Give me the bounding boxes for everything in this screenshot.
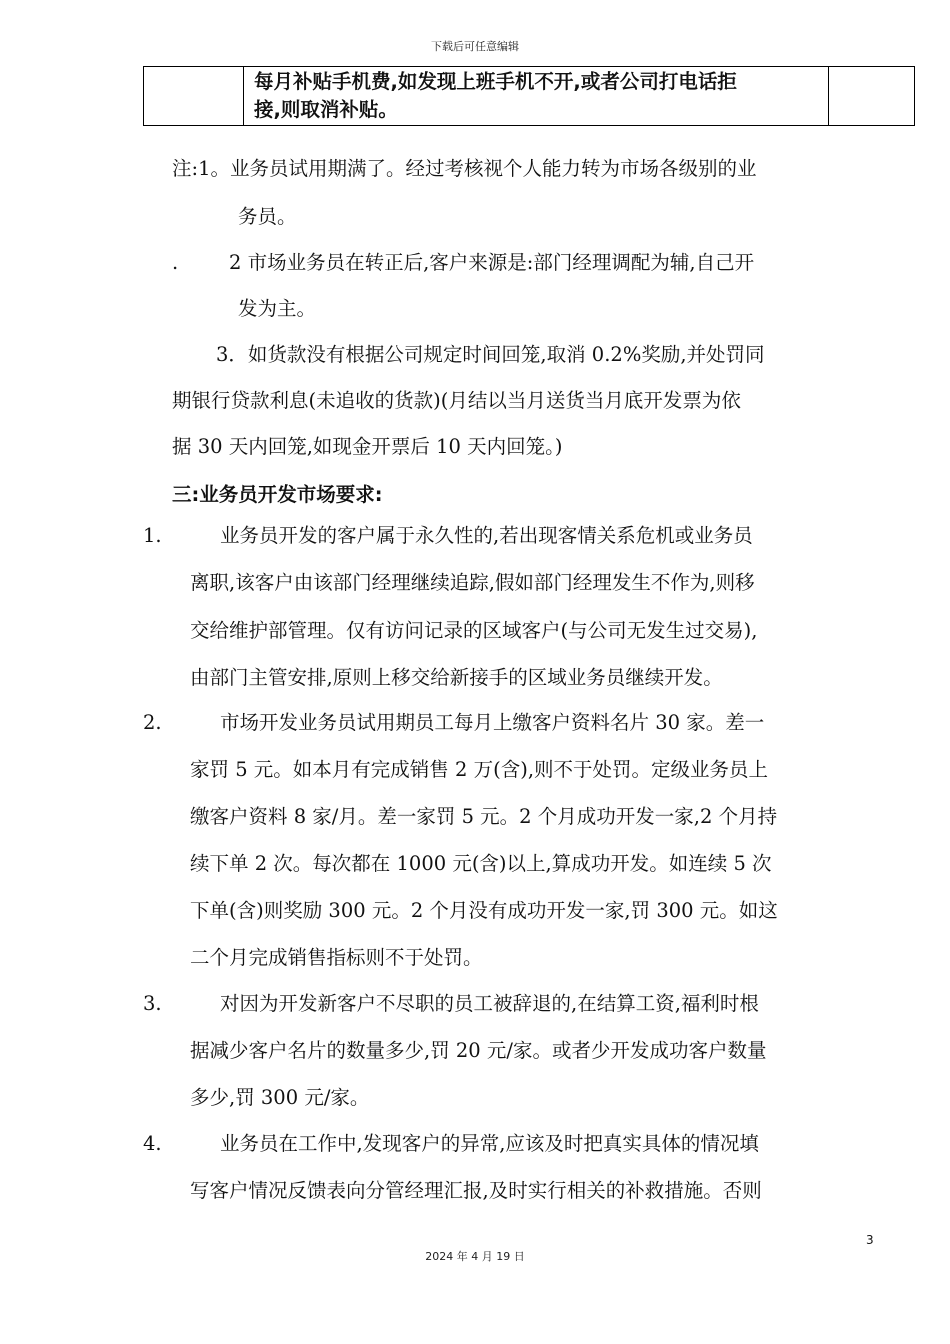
item-4-line-1: 业务员在工作中,发现客户的异常,应该及时把真实具体的情况填 [220, 1132, 759, 1155]
item-1-line-1: 业务员开发的客户属于永久性的,若出现客情关系危机或业务员 [220, 524, 753, 547]
note-3-line-3: 据 30 天内回笼,如现金开票后 10 天内回笼。) [172, 435, 563, 458]
table-text-line-1: 每月补贴手机费,如发现上班手机不开,或者公司打电话拒 [254, 70, 737, 93]
section-heading: 三:业务员开发市场要求: [172, 483, 383, 506]
item-3-line-3: 多少,罚 300 元/家。 [190, 1086, 370, 1109]
item-1-line-3: 交给维护部管理。仅有访问记录的区域客户(与公司无发生过交易), [190, 619, 758, 642]
item-2-number: 2. [143, 711, 162, 734]
note-1-line-2: 务员。 [238, 205, 297, 228]
page-header: 下载后可任意编辑 [431, 40, 519, 53]
note-2-bullet: . [172, 251, 179, 274]
table-cell-empty-right [829, 67, 915, 126]
item-2-line-4: 续下单 2 次。每次都在 1000 元(含)以上,算成功开发。如连续 5 次 [190, 852, 772, 875]
item-4-line-2: 写客户情况反馈表向分管经理汇报,及时实行相关的补救措施。否则 [190, 1179, 762, 1202]
table-cell-text [244, 67, 829, 126]
item-1-line-2: 离职,该客户由该部门经理继续追踪,假如部门经理发生不作为,则移 [190, 571, 755, 594]
note-2-line-2: 发为主。 [238, 297, 317, 320]
page-number: 3 [866, 1233, 874, 1247]
note-1-line-1: 注:1。业务员试用期满了。经过考核视个人能力转为市场各级别的业 [172, 157, 757, 180]
item-2-line-3: 缴客户资料 8 家/月。差一家罚 5 元。2 个月成功开发一家,2 个月持 [190, 805, 778, 828]
table-cell-empty-left [144, 67, 244, 126]
item-1-line-4: 由部门主管安排,原则上移交给新接手的区域业务员继续开发。 [190, 666, 723, 689]
policy-table [143, 66, 915, 126]
item-4-number: 4. [143, 1132, 162, 1155]
item-1-number: 1. [143, 524, 162, 547]
note-3-line-2: 期银行贷款利息(未追收的货款)(月结以当月送货当月底开发票为依 [172, 389, 741, 412]
page-footer-date: 2024 年 4 月 19 日 [425, 1250, 525, 1263]
item-3-line-2: 据减少客户名片的数量多少,罚 20 元/家。或者少开发成功客户数量 [190, 1039, 767, 1062]
item-3-line-1: 对因为开发新客户不尽职的员工被辞退的,在结算工资,福利时根 [220, 992, 759, 1015]
item-2-line-6: 二个月完成销售指标则不于处罚。 [190, 946, 483, 969]
item-2-line-1: 市场开发业务员试用期员工每月上缴客户资料名片 30 家。差一 [220, 711, 765, 734]
table-text-line-2: 接,则取消补贴。 [254, 98, 398, 121]
item-2-line-2: 家罚 5 元。如本月有完成销售 2 万(含),则不于处罚。定级业务员上 [190, 758, 769, 781]
item-2-line-5: 下单(含)则奖励 300 元。2 个月没有成功开发一家,罚 300 元。如这 [190, 899, 778, 922]
note-3-line-1: 3．如货款没有根据公司规定时间回笼,取消 0.2%奖励,并处罚同 [216, 343, 765, 366]
item-3-number: 3. [143, 992, 162, 1015]
note-2-line-1: 2 市场业务员在转正后,客户来源是:部门经理调配为辅,自己开 [229, 251, 755, 274]
